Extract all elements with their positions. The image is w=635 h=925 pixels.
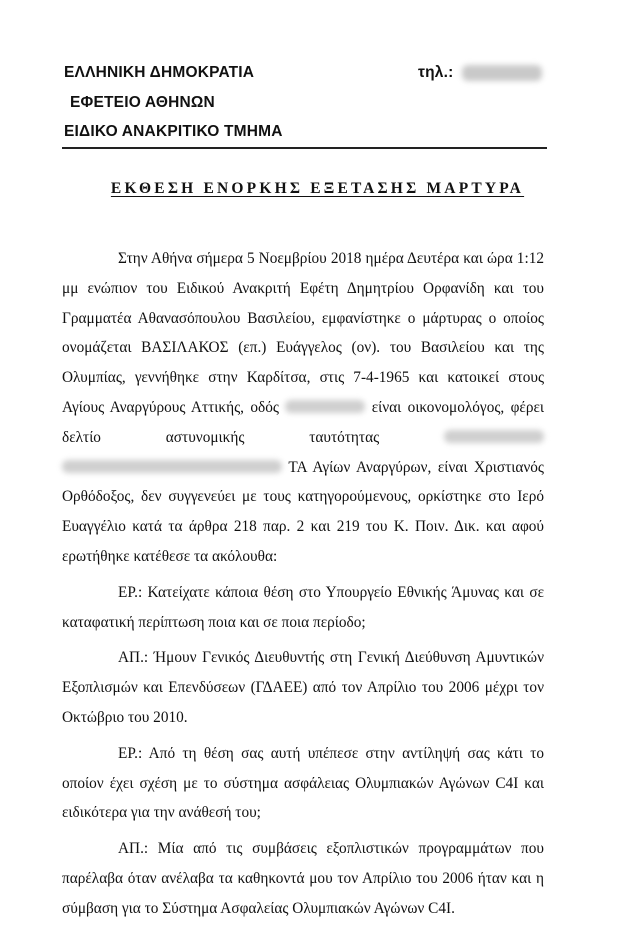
phone-redaction bbox=[462, 65, 542, 81]
qa-question-2: ΕΡ.: Από τη θέση σας αυτή υπέπεσε στην αντίληψή σας κάτι το οποίον έχει σχέση με το σύστημα ασφάλειας Ολυμπιακών Αγώνων C4I και ειδικότερα για την ανάθεσή του; bbox=[62, 744, 544, 822]
id-redaction-1 bbox=[444, 430, 544, 443]
intro-text-2: είναι οικονομολόγος, φέρει δελτίο αστυνομικής ταυτότητας bbox=[62, 398, 545, 446]
qa-answer-1: ΑΠ.: Ήμουν Γενικός Διευθυντής στη Γενική Διεύθυνση Αμυντικών Εξοπλισμών και Επενδύσεων (ΓΔΑΕΕ) από τον Απρίλιο του 2006 μέχρι τον Οκτώβριο του 2010. bbox=[62, 649, 544, 726]
intro-paragraph bbox=[62, 244, 544, 572]
phone-label: τηλ.: bbox=[418, 64, 454, 81]
intro-text-3: ΤΑ Αγίων Αναργύρων, είναι Χριστιανός Ορθόδοξος, δεν συγγενεύει με τους κατηγορούμενους, ορκίστηκε στο Ιερό Ευαγγέλιο κατά τα άρθρα 218 παρ. 2 και 219 του Κ. Ποιν. Δικ. και αφού ερωτήθηκε κατέθεσε τα ακόλουθα: bbox=[62, 458, 544, 565]
qa-question-1: ΕΡ.: Κατείχατε κάποια θέση στο Υπουργείο Εθνικής Άμυνας και σε καταφατική περίπτωση ποια και σε ποια περίοδο; bbox=[62, 583, 544, 631]
phone-field bbox=[418, 64, 542, 82]
document-title: ΕΚΘΕΣΗ ΕΝΟΡΚΗΣ ΕΞΕΤΑΣΗΣ ΜΑΡΤΥΡΑ bbox=[110, 180, 525, 197]
address-redaction bbox=[285, 400, 365, 413]
header-republic: ΕΛΛΗΝΙΚΗ ΔΗΜΟΚΡΑΤΙΑ bbox=[64, 64, 255, 81]
qa-answer-2: ΑΠ.: Μία από τις συμβάσεις εξοπλιστικών προγραμμάτων που παρέλαβα όταν ανέλαβα τα καθηκοντά μου τον Απρίλιο του 2006 ήταν και η σύμβαση για το Σύστημα Ασφαλείας Ολυμπιακών Αγώνων C4I. bbox=[62, 840, 544, 917]
header-court: ΕΦΕΤΕΙΟ ΑΘΗΝΩΝ bbox=[70, 94, 215, 111]
header-divider bbox=[62, 147, 547, 149]
intro-text-1: Στην Αθήνα σήμερα 5 Νοεμβρίου 2018 ημέρα Δευτέρα και ώρα 1:12 μμ ενώπιον του Ειδικού Ανακριτή Εφέτη Δημητρίου Ορφανίδη και του Γραμματέα Αθανασόπουλου Βασιλείου, εμφανίστηκε ο μάρτυρας ο οποίος ονομάζεται ΒΑΣΙΛΑΚΟΣ (επ.) Ευάγγελος (ον). του Βασιλείου και της Ολυμπίας, γεννήθηκε στην Καρδίτσα, στις 7-4-1965 και κατοικεί στους Αγίους Αναργύρους Αττικής, οδός bbox=[62, 250, 544, 416]
header-department: ΕΙΔΙΚΟ ΑΝΑΚΡΙΤΙΚΟ ΤΜΗΜΑ bbox=[64, 123, 283, 140]
document-body bbox=[62, 244, 544, 924]
id-redaction-2 bbox=[62, 460, 282, 473]
